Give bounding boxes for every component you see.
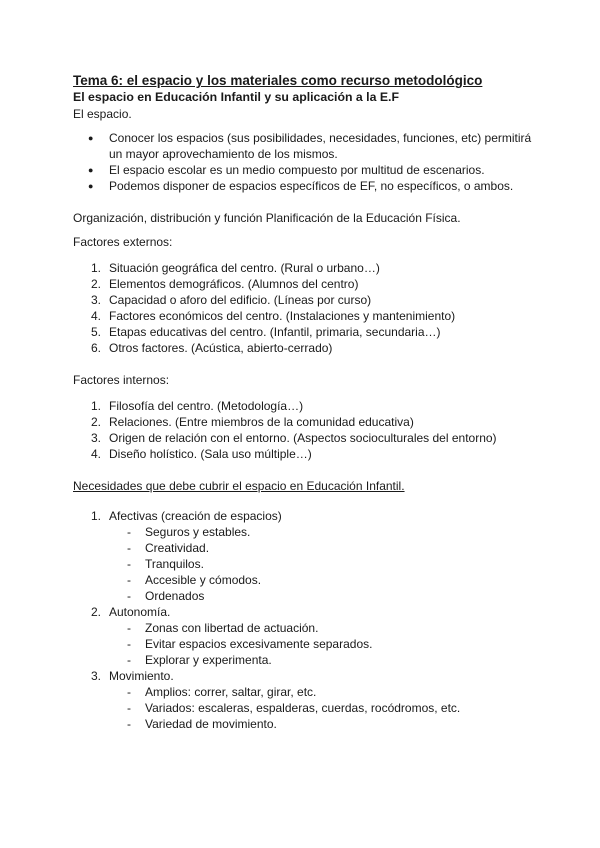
external-factors-heading: Factores externos: xyxy=(73,235,173,249)
list-item: 2. Relaciones. (Entre miembros de la comunidad educativa) xyxy=(91,415,414,429)
internal-factors-list xyxy=(73,398,543,462)
list-item: 3. Origen de relación con el entorno. (Aspectos socioculturales del entorno) xyxy=(91,431,497,445)
needs-heading: Necesidades que debe cubrir el espacio en Educación Infantil. xyxy=(73,479,405,493)
sub-item: - Variedad de movimiento. xyxy=(73,716,543,732)
list-item: 4. Factores económicos del centro. (Instalaciones y mantenimiento) xyxy=(91,309,456,323)
list-item: 2. Elementos demográficos. (Alumnos del centro) xyxy=(91,277,359,291)
movimiento-sublist xyxy=(73,684,543,732)
sub-item: - Explorar y experimenta. xyxy=(73,652,543,668)
needs-group-movimiento: 3. Movimiento. xyxy=(91,669,174,683)
needs-list xyxy=(73,508,543,524)
section-subtitle: El espacio en Educación Infantil y su aplicación a la E.F xyxy=(73,90,399,104)
autonomia-sublist xyxy=(73,620,543,668)
list-item: 3. Capacidad o aforo del edificio. (Líneas por curso) xyxy=(91,293,372,307)
bullet-item: ● Podemos disponer de espacios específicos de EF, no específicos, o ambos. xyxy=(73,178,543,194)
needs-group-afectivas: 1. Afectivas (creación de espacios) xyxy=(91,509,282,523)
sub-item: - Seguros y estables. xyxy=(73,524,543,540)
needs-list-3 xyxy=(73,668,543,684)
external-factors-list xyxy=(73,260,543,356)
organization-text: Organización, distribución y función Planificación de la Educación Física. xyxy=(73,211,461,225)
sub-item: - Variados: escaleras, espalderas, cuerdas, rocódromos, etc. xyxy=(73,700,543,716)
needs-group-autonomia: 2. Autonomía. xyxy=(91,605,171,619)
sub-item: - Accesible y cómodos. xyxy=(73,572,543,588)
list-item: 5. Etapas educativas del centro. (Infantil, primaria, secundaria…) xyxy=(91,325,441,339)
list-item: 1. Filosofía del centro. (Metodología…) xyxy=(91,399,304,413)
bullet-item: ● El espacio escolar es un medio compuesto por multitud de escenarios. xyxy=(73,162,543,178)
list-item: 4. Diseño holístico. (Sala uso múltiple…) xyxy=(91,447,312,461)
list-item: 6. Otros factores. (Acústica, abierto-cerrado) xyxy=(91,341,333,355)
sub-item: - Ordenados xyxy=(73,588,543,604)
list-item: 1. Situación geográfica del centro. (Rural o urbano…) xyxy=(91,261,380,275)
sub-item: - Evitar espacios excesivamente separados. xyxy=(73,636,543,652)
sub-item: - Creatividad. xyxy=(73,540,543,556)
sub-item: - Amplios: correr, saltar, girar, etc. xyxy=(73,684,543,700)
bullet-list xyxy=(73,130,543,194)
sub-item: - Tranquilos. xyxy=(73,556,543,572)
needs-list-2 xyxy=(73,604,543,620)
internal-factors-heading: Factores internos: xyxy=(73,373,170,387)
bullet-item: ● Conocer los espacios (sus posibilidades, necesidades, funciones, etc) permitirá un mayor aprovechamiento de los mismos. xyxy=(73,130,543,162)
afectivas-sublist xyxy=(73,524,543,604)
intro-text: El espacio. xyxy=(73,107,132,121)
sub-item: - Zonas con libertad de actuación. xyxy=(73,620,543,636)
document-content xyxy=(73,72,543,732)
document-title: Tema 6: el espacio y los materiales como recurso metodológico xyxy=(73,73,483,88)
